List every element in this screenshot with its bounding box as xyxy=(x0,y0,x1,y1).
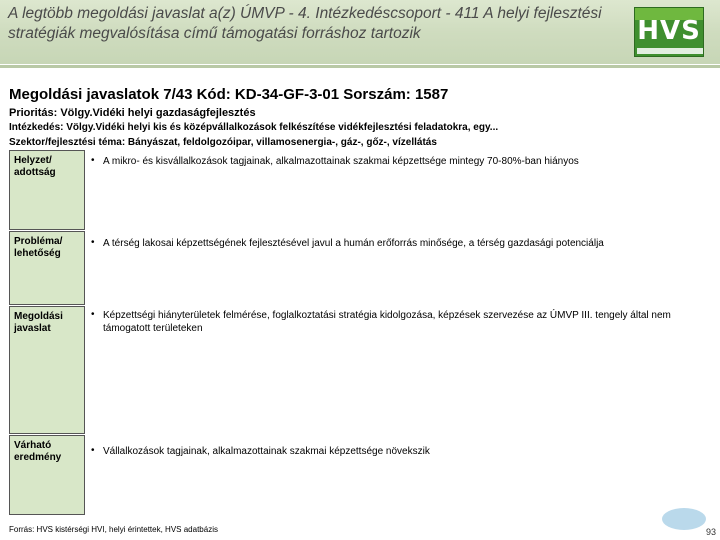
logo-subtitle-band xyxy=(637,48,703,54)
label-box-eredmeny xyxy=(9,435,85,515)
label-problema: Probléma/ lehetőség xyxy=(14,236,63,259)
label-helyzet: Helyzet/ adottság xyxy=(14,155,56,178)
label-box-megoldas xyxy=(9,306,85,434)
logo-text: HVS xyxy=(637,16,701,46)
row-text-helyzet: A mikro- és kisvállalkozások tagjainak, alkalmazottainak szakmai képzettsége mintegy 70-80%-ban hiányos xyxy=(103,156,579,167)
corner-logo-icon xyxy=(662,508,706,530)
row-text-problema: A térség lakosai képzettségének fejlesztésével javul a humán erőforrás minősége, a térség gazdasági potenciálja xyxy=(103,238,604,249)
label-eredmeny: Várható eredmény xyxy=(14,440,62,463)
source-footer: Forrás: HVS kistérségi HVI, helyi érintettek, HVS adatbázis xyxy=(9,525,218,534)
page-title: Megoldási javaslatok 7/43 Kód: KD-34-GF-3-01 Sorszám: 1587 xyxy=(9,86,449,103)
label-box-helyzet xyxy=(9,150,85,230)
label-megoldas: Megoldási javaslat xyxy=(14,311,63,334)
hvs-logo xyxy=(634,7,704,57)
label-box-problema xyxy=(9,231,85,305)
bullet: • xyxy=(91,309,95,320)
header-bar xyxy=(0,0,720,64)
row-text-megoldas: Képzettségi hiányterületek felmérése, foglalkoztatási stratégia kidolgozása, képzések szervezése az ÚMVP III. tengely által nem támogatott területeken xyxy=(103,310,671,334)
bullet: • xyxy=(91,155,95,166)
priority-text: Prioritás: Völgy.Vidéki helyi gazdaságfejlesztés xyxy=(9,107,256,119)
page-number: 93 xyxy=(705,527,716,537)
bullet: • xyxy=(91,445,95,456)
intezkedes-text: Intézkedés: Völgy.Vidéki helyi kis és középvállalkozások felkészítése vidékfejlesztési feladatokra, egy... xyxy=(9,122,499,133)
row-text-eredmeny: Vállalkozások tagjainak, alkalmazottainak szakmai képzettsége növekszik xyxy=(103,446,430,457)
header-separator xyxy=(0,65,720,68)
header-title: A legtöbb megoldási javaslat a(z) ÚMVP - 4. Intézkedéscsoport - 411 A helyi fejlesztési stratégiák megvalósítása című támogatási forráshoz tartozik xyxy=(8,5,602,42)
bullet: • xyxy=(91,237,95,248)
szektor-text: Szektor/fejlesztési téma: Bányászat, feldolgozóipar, villamosenergia-, gáz-, gőz-, vízellátás xyxy=(9,137,437,148)
